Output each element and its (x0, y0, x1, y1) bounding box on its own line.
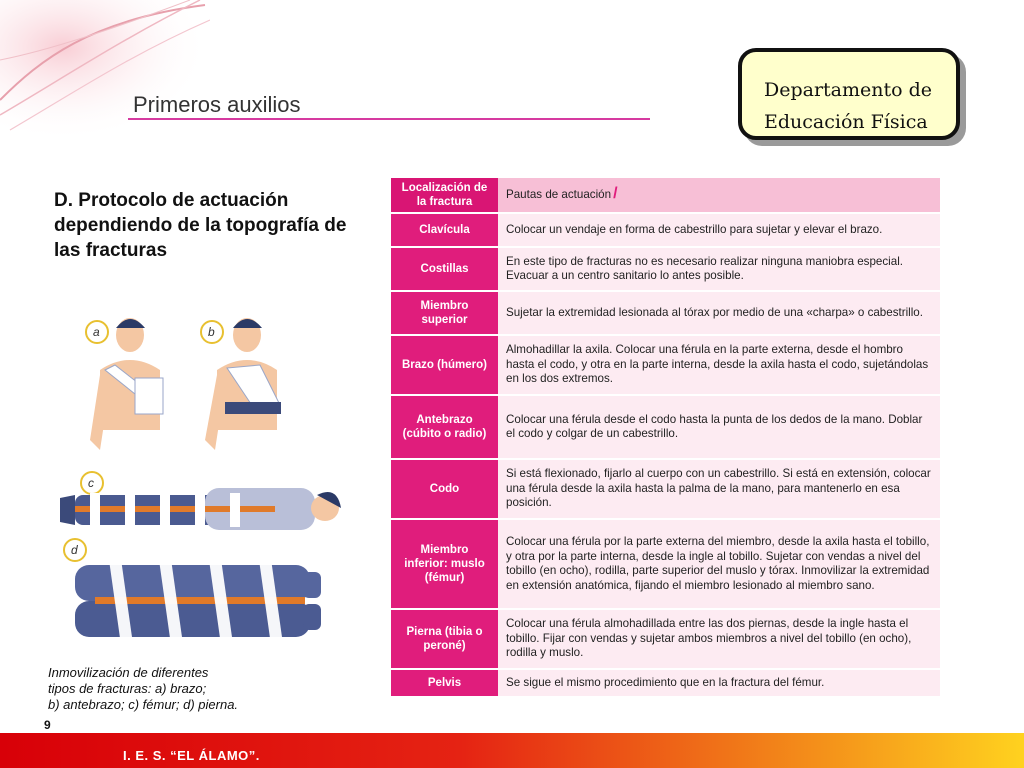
immobilization-illustration (55, 310, 385, 655)
row-text: Se sigue el mismo procedimiento que en la fractura del fémur. (498, 670, 940, 696)
table-row (391, 396, 940, 458)
table-row (391, 520, 940, 608)
header-mark-icon: / (613, 185, 618, 203)
caption-line2: tipos de fracturas: a) brazo; (48, 681, 207, 696)
header-location: Localización de la fractura (391, 178, 498, 212)
label-a: a (93, 325, 100, 339)
row-location: Brazo (húmero) (391, 336, 498, 394)
figure-c (60, 472, 341, 530)
row-text: Colocar una férula por la parte externa del miembro, desde la axila hasta el tobillo, y otra por la parte interna, desde la ingle al tobillo. Sujetar con vendas a nivel del tobillo (en ocho), rodilla, parte superior del muslo y tórax. Inmovilizar la extremidad en extensión anatómica, fijando el miembro lesionado al miembro sano. (498, 520, 940, 608)
figure-a (86, 318, 163, 450)
table-header-row (391, 178, 940, 212)
table-row (391, 460, 940, 518)
table-row (391, 610, 940, 668)
label-b: b (208, 325, 215, 339)
title-underline (128, 118, 650, 120)
department-line1: Departamento de (764, 79, 933, 101)
figure-b (201, 318, 281, 450)
figure-caption (48, 665, 238, 713)
section-subtitle: D. Protocolo de actuación dependiendo de la topografía de las fracturas (54, 190, 347, 261)
table-row (391, 214, 940, 246)
row-text: Si está flexionado, fijarlo al cuerpo con un cabestrillo. Si está en extensión, colocar una férula desde la axila hasta la palma de la mano, para mantenerlo en esa posición. (498, 460, 940, 518)
figure-d (64, 539, 321, 642)
row-text: Colocar una férula almohadillada entre las dos piernas, desde la ingle hasta el tobillo. Fijar con vendas y sujetar ambos miembros a nivel del tobillo (en ocho), rodilla y muslo. (498, 610, 940, 668)
label-d: d (71, 543, 78, 557)
row-location: Antebrazo (cúbito o radio) (391, 396, 498, 458)
table-row (391, 336, 940, 394)
row-location: Miembro superior (391, 292, 498, 334)
header-guidelines (498, 178, 940, 212)
department-box (738, 48, 960, 140)
row-location: Pelvis (391, 670, 498, 696)
protocol-table (391, 176, 940, 698)
row-text: Sujetar la extremidad lesionada al tórax por medio de una «charpa» o cabestrillo. (498, 292, 940, 334)
row-location: Pierna (tibia o peroné) (391, 610, 498, 668)
department-line2: Educación Física (764, 111, 928, 133)
row-location: Miembro inferior: muslo (fémur) (391, 520, 498, 608)
header-guidelines-label: Pautas de actuación (506, 188, 612, 202)
page-number: 9 (44, 718, 51, 732)
row-text: En este tipo de fracturas no es necesario realizar ninguna maniobra especial. Evacuar a un centro sanitario lo antes posible. (498, 248, 940, 290)
row-text: Colocar un vendaje en forma de cabestrillo para sujetar y elevar el brazo. (498, 214, 940, 246)
table-row (391, 670, 940, 696)
row-location: Codo (391, 460, 498, 518)
table-row (391, 292, 940, 334)
label-c: c (88, 476, 94, 490)
department-label (764, 74, 932, 138)
row-location: Clavícula (391, 214, 498, 246)
slide-title: Primeros auxilios (133, 92, 301, 117)
row-text: Almohadillar la axila. Colocar una férula en la parte externa, desde el hombro hasta el codo, y otra en la parte interna, desde la axila hasta el codo, sujetándolas en los dos extremos. (498, 336, 940, 394)
row-location: Costillas (391, 248, 498, 290)
caption-line1: Inmovilización de diferentes (48, 665, 209, 680)
caption-line3: b) antebrazo; c) fémur; d) pierna. (48, 697, 239, 712)
footer-school: I. E. S. “EL ÁLAMO”. (123, 748, 260, 763)
row-text: Colocar una férula desde el codo hasta la punta de los dedos de la mano. Doblar el codo y colgar de un cabestrillo. (498, 396, 940, 458)
table-row (391, 248, 940, 290)
footer-bar (0, 733, 1024, 768)
